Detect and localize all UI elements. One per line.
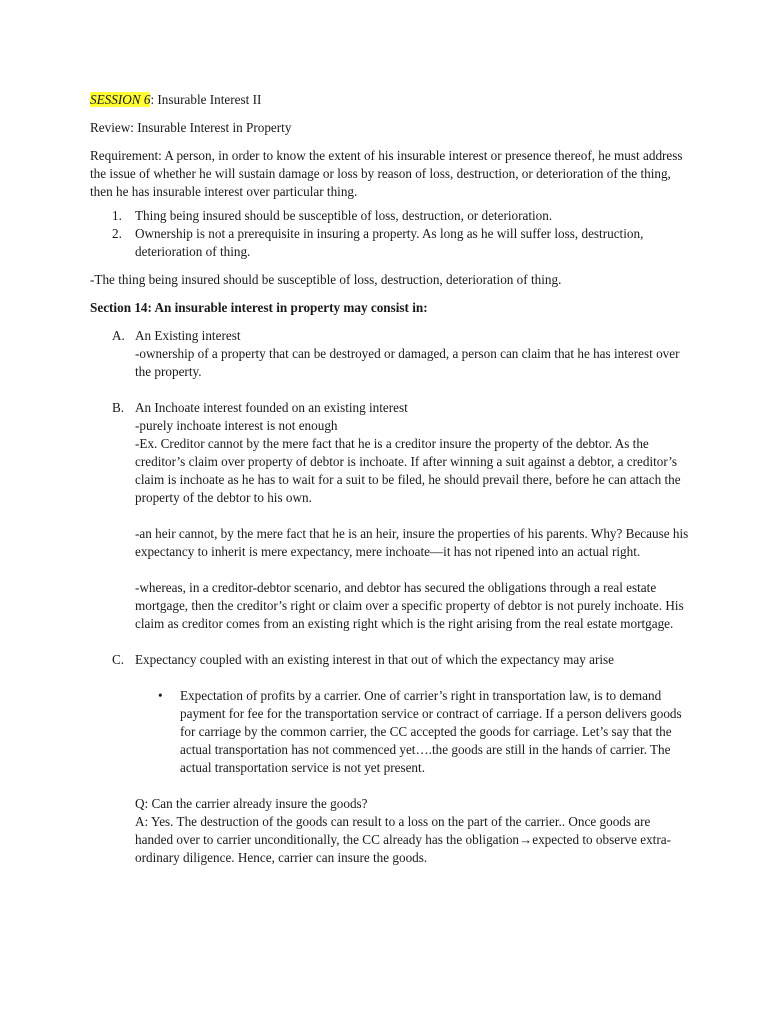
bullet-marker: • bbox=[158, 688, 163, 703]
session-subtitle: : Insurable Interest II bbox=[150, 92, 262, 107]
session-highlight bbox=[90, 92, 150, 107]
list-marker: 1. bbox=[112, 208, 122, 223]
section-heading: Section 14: An insurable interest in property may consist in: bbox=[90, 300, 428, 315]
list-item bbox=[90, 225, 690, 261]
item-b-para3: -whereas, in a creditor-debtor scenario, and debtor has secured the obligations through a real estate mortgage, then the creditor’s right or claim over a specific property of debtor is not purely inchoate. His claim as creditor comes from an existing right which is the right arising from the real estate mortgage. bbox=[135, 580, 684, 631]
item-b bbox=[90, 399, 690, 633]
item-c-title: Expectancy coupled with an existing interest in that out of which the expectancy may arise bbox=[135, 652, 614, 667]
review-line: Review: Insurable Interest in Property bbox=[90, 120, 292, 135]
carrier-bullet bbox=[90, 687, 690, 777]
item-a bbox=[90, 327, 690, 381]
list-item bbox=[90, 207, 690, 225]
numbered-list bbox=[90, 207, 690, 261]
item-b-title: An Inchoate interest founded on an existing interest bbox=[135, 400, 408, 415]
item-a-body: -ownership of a property that can be destroyed or damaged, a person can claim that he has interest over the property. bbox=[135, 346, 680, 379]
document-body bbox=[90, 91, 690, 867]
requirement-paragraph: Requirement: A person, in order to know the extent of his insurable interest or presence thereof, he must address the issue of whether he will sustain damage or loss by reason of loss, destruction, or deterioration of the thing, then he has insurable interest over particular thing. bbox=[90, 148, 683, 199]
item-b-para2: -an heir cannot, by the mere fact that he is an heir, insure the properties of his parents. Why? Because his expectancy to inherit is mere expectancy, mere inchoate—it has not ripened into an actual right. bbox=[135, 526, 689, 559]
bullet-text: Expectation of profits by a carrier. One of carrier’s right in transportation law, is to demand payment for fee for the transportation service or contract of carriage. If a person delivers goods for carriage by the common carrier, the CC accepted the goods for carriage. Let’s say that the actual transportation has not commenced yet….the goods are still in the hands of carrier. The actual transportation service is not yet present. bbox=[180, 688, 682, 775]
note-line: -The thing being insured should be susceptible of loss, destruction, deterioration of thing. bbox=[90, 272, 562, 287]
session-title bbox=[90, 91, 690, 109]
list-marker: 2. bbox=[112, 226, 122, 241]
answer: A: Yes. The destruction of the goods can result to a loss on the part of the carrier.. Once goods are handed over to carrier unconditionally, the CC already has the obligation→expected to observe extra-ordinary diligence. Hence, carrier can insure the goods. bbox=[135, 814, 671, 865]
item-b-line2: -Ex. Creditor cannot by the mere fact that he is a creditor insure the property of the debtor. As the creditor’s claim over property of debtor is inchoate. If after winning a suit against a debtor, a creditor’s claim is inchoate as he has to wait for a suit to be filed, he should prevail there, before he can attach the property of the debtor to his own. bbox=[135, 436, 681, 505]
item-c bbox=[90, 651, 690, 669]
item-a-title: An Existing interest bbox=[135, 328, 241, 343]
session-label: SESSION 6 bbox=[90, 92, 151, 107]
qa-block bbox=[90, 795, 690, 867]
item-c-marker: C. bbox=[112, 652, 125, 667]
item-b-line1: -purely inchoate interest is not enough bbox=[135, 418, 338, 433]
item-a-marker: A. bbox=[112, 328, 125, 343]
list-item-text: Thing being insured should be susceptible of loss, destruction, or deterioration. bbox=[135, 208, 553, 223]
list-item-text: Ownership is not a prerequisite in insuring a property. As long as he will suffer loss, destruction, deterioration of thing. bbox=[135, 226, 644, 259]
question: Q: Can the carrier already insure the goods? bbox=[135, 796, 368, 811]
item-b-marker: B. bbox=[112, 400, 125, 415]
